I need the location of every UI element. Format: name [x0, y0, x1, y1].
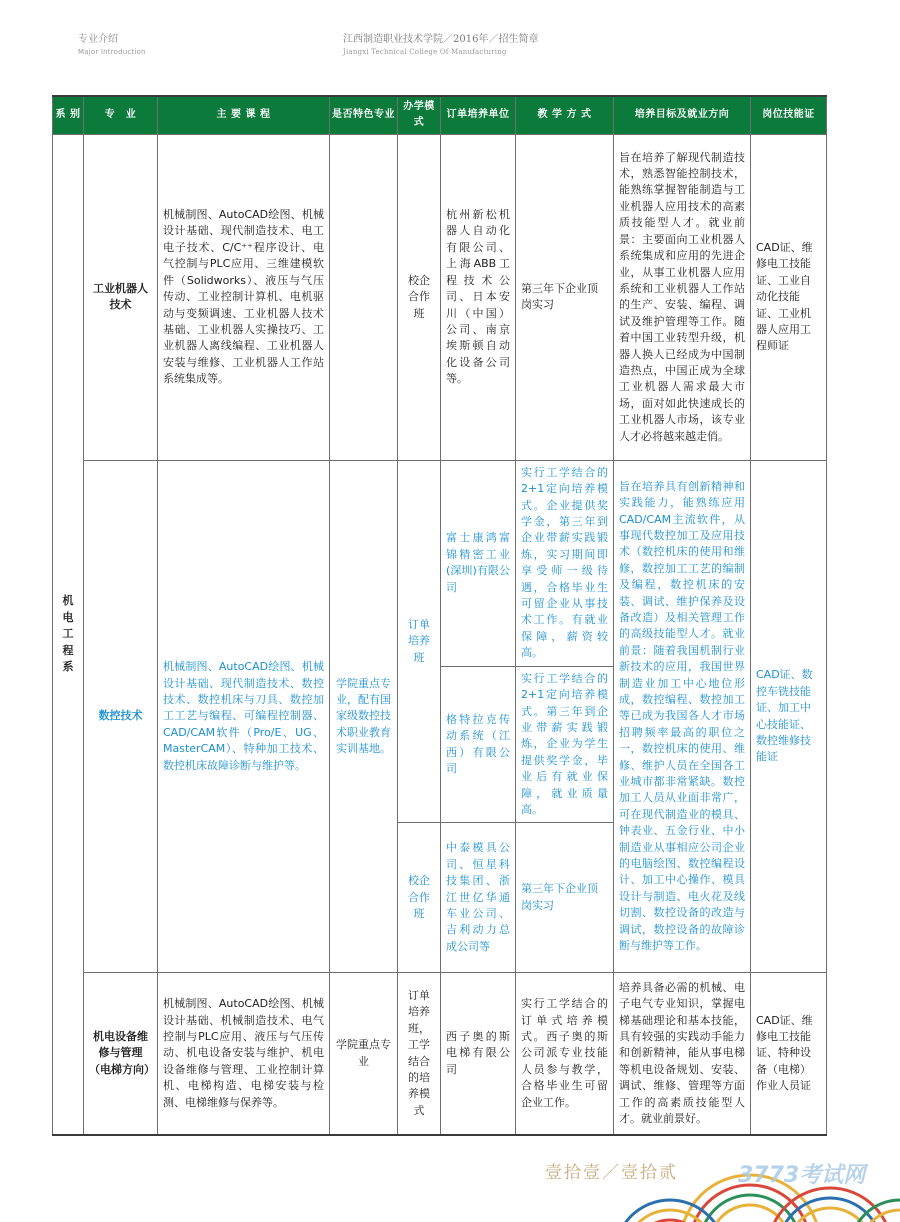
col-header-cert: 岗位技能证: [751, 96, 827, 134]
courses-cell: 机械制图、AutoCAD绘图、机械设计基础、机械制造技术、电气控制与PLC应用、液压与气压传动、机电设备安装与维护、机电设备维修与管理、工业控制计算机、电梯构造、电梯安装与检测、电梯维修与保养等。: [158, 973, 330, 1135]
header-college-cn: 江西制造职业技术学院／2016年／招生简章: [343, 34, 539, 45]
partner-cell: 富士康鸿富锦精密工业(深圳)有限公司: [441, 460, 516, 666]
mode-cell: 校企合作班: [398, 134, 441, 460]
mode-cell: 订单培养班: [398, 460, 441, 823]
header-section-cn: 专业介绍: [78, 34, 118, 45]
cert-cell: CAD证、数控车铣技能证、加工中心技能证、数控维修技能证: [751, 460, 827, 973]
table-row: [53, 460, 827, 666]
featured-cell: 学院重点专业，配有国家级数控技术职业教育实训基地。: [330, 460, 398, 973]
mode-cell: 校企合作班: [398, 823, 441, 973]
majors-table: [52, 95, 827, 1136]
table-header-row: [53, 96, 827, 134]
partner-cell: 格特拉克传动系统（江西）有限公司: [441, 666, 516, 823]
goal-cell: 旨在培养了解现代制造技术，熟悉智能控制技术，能熟练掌握智能制造与工业机器人应用技术的高素质技能型人才。就业前景：主要面向工业机器人系统集成和应用的先进企业，从事工业机器人应用系统和工业机器人工作站的生产、安装、编程、调试及维护管理等工作。随着中国工业转型升级，机器人换人已经成为中国制造热点，中国正成为全球工业机器人需求最大市场，面对如此快速成长的工业机器人市场，该专业人才必将越来越走俏。: [614, 134, 751, 460]
goal-cell: 培养具备必需的机械、电子电气专业知识，掌握电梯基础理论和基本技能，具有较强的实践动手能力和创新精神，能从事电梯等机电设备规划、安装、调试、维修、管理等方面工作的高素质技能型人才。就业前景好。: [614, 973, 751, 1135]
partner-cell: 中泰模具公司、恒星科技集团、浙江世亿华通车业公司、吉利动力总成公司等: [441, 823, 516, 973]
watermark: 3773考试网: [738, 1163, 866, 1188]
table-row: [53, 973, 827, 1135]
cert-cell: CAD证、维修电工技能证、工业自动化技能证、工业机器人应用工程师证: [751, 134, 827, 460]
header-college-en: Jiangxi Technical College Of Manufacturing: [343, 48, 507, 56]
col-header-goal: 培养目标及就业方向: [614, 96, 751, 134]
featured-cell: [330, 134, 398, 460]
col-header-courses: 主 要 课 程: [158, 96, 330, 134]
header-college-title: [343, 34, 538, 58]
goal-cell: 旨在培养具有创新精神和实践能力，能熟练应用CAD/CAM主流软件，从事现代数控加工及应用技术（数控机床的使用和维修，数控加工工艺的编制及编程，数控机床的安装、调试、维护保养及设备改造）及相关管理工作的高级技能型人才。就业前景：随着我国机制行业新技术的应用，我国世界制造业加工中心地位形成，数控编程、数控加工等已成为我国各人才市场招聘频率最高的职位之一，数控机床的使用、维修、维护人员在全国各工业城市都非常紧缺。数控加工人员从业面非常广，可在现代制造业的模具、钟表业、五金行业、中小制造业从事相应公司企业的电脑绘图、数控编程设计、加工中心操作、模具设计与制造、电火花及线切割、数控设备的改造与调试，数控设备的故障诊断与维护等工作。: [614, 460, 751, 973]
major-name: 机电设备维修与管理（电梯方向）: [84, 973, 158, 1135]
teaching-cell: 第三年下企业顶岗实习: [516, 823, 614, 973]
department-name: 机电工程系: [53, 134, 84, 1135]
teaching-cell: 实行工学结合的2+1定向培养模式。企业提供奖学金，第三年到企业带薪实践锻炼，实习期间即享受师一级待遇，合格毕业生可留企业从事技术工作。有就业保障，薪资较高。: [516, 460, 614, 666]
partner-cell: 西子奥的斯电梯有限公司: [441, 973, 516, 1135]
courses-cell: 机械制图、AutoCAD绘图、机械设计基础、现代制造技术、数控技术、数控机床与刀具、数控加工工艺与编程、可编程控制器、CAD/CAM软件（Pro/E、UG、MasterCAM）、特种加工技术、数控机床故障诊断与维护等。: [158, 460, 330, 973]
featured-cell: 学院重点专业: [330, 973, 398, 1135]
col-header-mode: 办学模式: [398, 96, 441, 134]
col-header-major: 专 业: [84, 96, 158, 134]
col-header-featured: 是否特色专业: [330, 96, 398, 134]
cert-cell: CAD证、维修电工技能证、特种设备（电梯）作业人员证: [751, 973, 827, 1135]
teaching-cell: 第三年下企业顶岗实习: [516, 134, 614, 460]
col-header-teaching: 教 学 方 式: [516, 96, 614, 134]
table-row: [53, 134, 827, 460]
header-section-label: [78, 34, 146, 58]
courses-cell: 机械制图、AutoCAD绘图、机械设计基础、现代制造技术、电工电子技术、C/C⁺⁺程序设计、电气控制与PLC应用、三维建模软件（Solidworks）、液压与气压传动、工业控制计算机、电机驱动与变频调速、工业机器人技术基础、工业机器人实操技巧、工业机器人离线编程、工业机器人安装与维修、工业机器人工作站系统集成等。: [158, 134, 330, 460]
teaching-cell: 实行工学结合的2+1定向培养模式。第三年到企业带薪实践锻炼，企业为学生提供奖学金，毕业后有就业保障，就业质量高。: [516, 666, 614, 823]
major-name: 工业机器人技术: [84, 134, 158, 460]
col-header-partner: 订单培养单位: [441, 96, 516, 134]
teaching-cell: 实行工学结合的订单式培养模式。西子奥的斯公司派专业技能人员参与教学，合格毕业生可留企业工作。: [516, 973, 614, 1135]
major-name: 数控技术: [84, 460, 158, 973]
page-numbers: 壹拾壹／壹拾贰: [545, 1163, 678, 1183]
col-header-dept: 系 别: [53, 96, 84, 134]
header-section-en: Major Introduction: [78, 48, 146, 56]
mode-cell: 订单培养班，工学结合的培养模式: [398, 973, 441, 1135]
partner-cell: 杭州新松机器人自动化有限公司、上海ABB工程技术公司、日本安川（中国）公司、南京埃斯顿自动化设备公司等。: [441, 134, 516, 460]
